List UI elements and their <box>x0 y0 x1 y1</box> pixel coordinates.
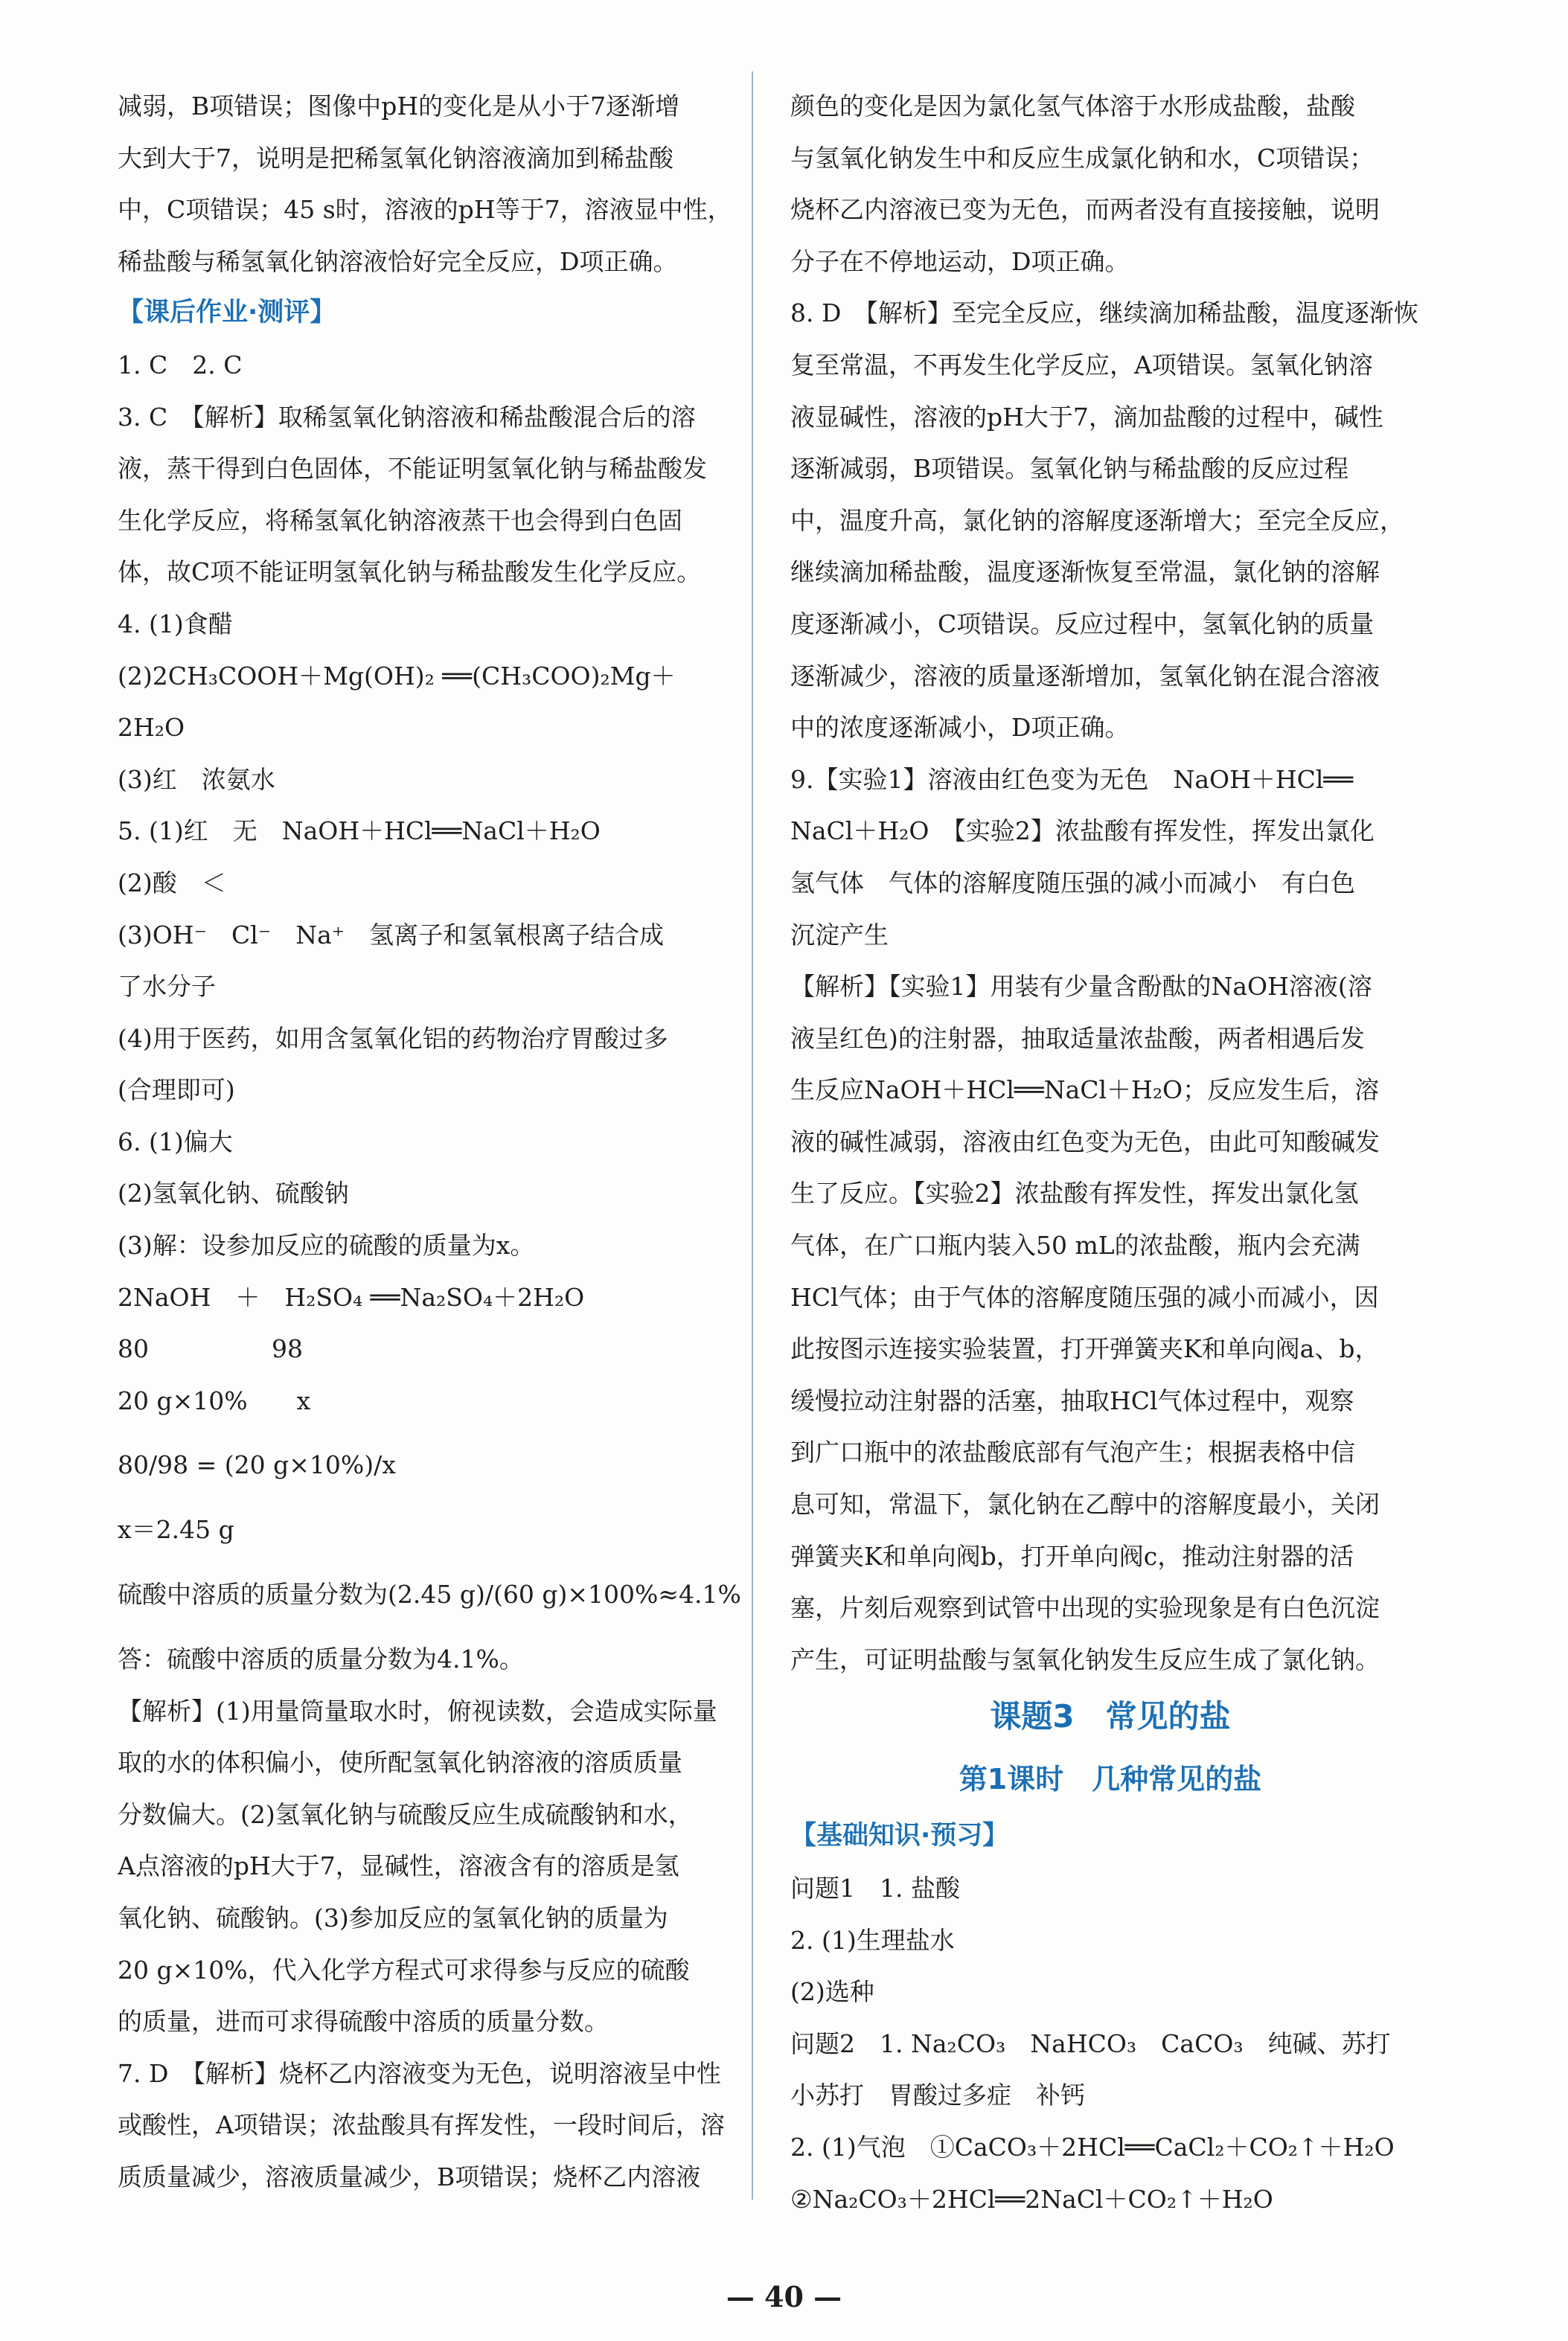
equation-line: 2H₂O <box>118 713 185 743</box>
section-heading: 【基础知识·预习】 <box>790 1821 1009 1851</box>
text-line: 逐渐减少，溶液的质量逐渐增加，氢氧化钠在混合溶液 <box>790 661 1380 691</box>
fraction-line: 硫酸中溶质的质量分数为(2.45 g)/(60 g)×100%≈4.1% <box>118 1580 741 1610</box>
text-line: 【解析】【实验1】用装有少量含酚酞的NaOH溶液(溶 <box>790 972 1372 1002</box>
text-line: 体，故C项不能证明氢氧化钠与稀盐酸发生化学反应。 <box>118 557 702 587</box>
text-line: 中，温度升高，氯化钠的溶解度逐渐增大；至完全反应， <box>790 505 1404 535</box>
right-column <box>790 80 1430 2225</box>
text-line: 沉淀产生 <box>790 920 889 949</box>
text-line: 【解析】(1)用量筒量取水时，俯视读数，会造成实际量 <box>118 1696 717 1726</box>
text-line: 7. D 【解析】烧杯乙内溶液变为无色，说明溶液呈中性 <box>118 2058 721 2088</box>
text-line: 息可知，常温下，氯化钠在乙醇中的溶解度最小，关闭 <box>790 1490 1380 1519</box>
equation-line: 5. (1)红 无 NaOH＋HCl══NaCl＋H₂O <box>118 816 601 846</box>
fraction-line: 80/98 = (20 g×10%)/x <box>118 1450 396 1480</box>
text-line: 了水分子 <box>118 972 216 1002</box>
text-line: 液，蒸干得到白色固体，不能证明氢氧化钠与稀盐酸发 <box>118 454 707 484</box>
equation-line: 20 g×10% x <box>118 1386 311 1415</box>
text-line: NaCl＋H₂O 【实验2】浓盐酸有挥发性，挥发出氯化 <box>790 816 1375 846</box>
text-line: 或酸性，A项错误；浓盐酸具有挥发性，一段时间后，溶 <box>118 2110 725 2140</box>
text-line: 2. (1)生理盐水 <box>790 1925 955 1955</box>
text-line: 8. D 【解析】至完全反应，继续滴加稀盐酸，温度逐渐恢 <box>790 298 1418 328</box>
text-line: 液的碱性减弱，溶液由红色变为无色，由此可知酸碱发 <box>790 1127 1380 1156</box>
text-line: (合理即可) <box>118 1075 235 1105</box>
text-line: (2)酸 ＜ <box>118 868 226 897</box>
text-line: 分子在不停地运动，D项正确。 <box>790 246 1130 276</box>
text-line: (3)红 浓氨水 <box>118 764 275 794</box>
text-line: 复至常温，不再发生化学反应，A项错误。氢氧化钠溶 <box>790 350 1373 380</box>
text-line: 与氢氧化钠发生中和反应生成氯化钠和水，C项错误； <box>790 143 1375 173</box>
text-line: 弹簧夹K和单向阀b，打开单向阀c，推动注射器的活 <box>790 1541 1354 1571</box>
equation-line: ②Na₂CO₃＋2HCl══2NaCl＋CO₂↑＋H₂O <box>790 2184 1273 2214</box>
text-line: 中的浓度逐渐减小，D项正确。 <box>790 713 1130 743</box>
text-line: HCl气体；由于气体的溶解度随压强的减小而减小，因 <box>790 1282 1379 1312</box>
text-line: 取的水的体积偏小，使所配氢氧化钠溶液的溶质质量 <box>118 1748 682 1778</box>
text-line: 颜色的变化是因为氯化氢气体溶于水形成盐酸，盐酸 <box>790 92 1355 121</box>
text-line: 问题1 1. 盐酸 <box>790 1874 960 1903</box>
text-line: 度逐渐减小，C项错误。反应过程中，氢氧化钠的质量 <box>790 609 1375 638</box>
text-line: 分数偏大。(2)氢氧化钠与硫酸反应生成硫酸钠和水， <box>118 1799 693 1829</box>
text-line: 稀盐酸与稀氢氧化钠溶液恰好完全反应，D项正确。 <box>118 246 678 276</box>
text-line: 气体，在广口瓶内装入50 mL的浓盐酸，瓶内会充满 <box>790 1231 1360 1261</box>
lesson-subtitle: 第1课时 几种常见的盐 <box>959 1763 1262 1796</box>
text-line: 缓慢拉动注射器的活塞，抽取HCl气体过程中，观察 <box>790 1386 1354 1415</box>
left-column <box>118 80 758 2203</box>
text-line: 6. (1)偏大 <box>118 1127 233 1156</box>
text-line: 4. (1)食醋 <box>118 609 233 638</box>
text-line: (3)OH⁻ Cl⁻ Na⁺ 氢离子和氢氧根离子结合成 <box>118 920 665 949</box>
text-line: 减弱，B项错误；图像中pH的变化是从小于7逐渐增 <box>118 92 680 121</box>
text-line: 液显碱性，溶液的pH大于7，滴加盐酸的过程中，碱性 <box>790 402 1383 432</box>
equation-line: 80 98 <box>118 1334 303 1364</box>
text-line: 20 g×10%，代入化学方程式可求得参与反应的硫酸 <box>118 1955 690 1985</box>
text-line: 到广口瓶中的浓盐酸底部有气泡产生；根据表格中信 <box>790 1438 1355 1467</box>
text-line: 大到大于7，说明是把稀氢氧化钠溶液滴加到稀盐酸 <box>118 143 673 173</box>
text-line: 答：硫酸中溶质的质量分数为4.1%。 <box>118 1645 524 1674</box>
text-line: 逐渐减弱，B项错误。氢氧化钠与稀盐酸的反应过程 <box>790 454 1349 484</box>
text-line: 9.【实验1】溶液由红色变为无色 NaOH＋HCl══ <box>790 764 1354 794</box>
equation-line: 2NaOH ＋ H₂SO₄ ══Na₂SO₄＋2H₂O <box>118 1282 585 1312</box>
text-line: 液呈红色)的注射器，抽取适量浓盐酸，两者相遇后发 <box>790 1023 1365 1053</box>
text-line: 塞，片刻后观察到试管中出现的实验现象是有白色沉淀 <box>790 1593 1380 1623</box>
equation-line: x＝2.45 g <box>118 1515 234 1545</box>
text-line: (3)解：设参加反应的硫酸的质量为x。 <box>118 1231 535 1261</box>
page-number: — 40 — <box>726 2280 842 2313</box>
text-line: 生反应NaOH＋HCl══NaCl＋H₂O；反应发生后，溶 <box>790 1075 1380 1105</box>
equation-line: 2. (1)气泡 ①CaCO₃＋2HCl══CaCl₂＋CO₂↑＋H₂O <box>790 2132 1395 2162</box>
text-line: 此按图示连接实验装置，打开弹簧夹K和单向阀a、b， <box>790 1334 1380 1364</box>
equation-line: (2)2CH₃COOH＋Mg(OH)₂ ══(CH₃COO)₂Mg＋ <box>118 661 676 691</box>
text-line: 1. C 2. C <box>118 350 243 380</box>
text-line: 的质量，进而可求得硫酸中溶质的质量分数。 <box>118 2007 609 2037</box>
text-line: 氢气体 气体的溶解度随压强的减小而减小 有白色 <box>790 868 1355 897</box>
text-line: 继续滴加稀盐酸，温度逐渐恢复至常温，氯化钠的溶解 <box>790 557 1380 587</box>
text-line: 氧化钠、硫酸钠。(3)参加反应的氢氧化钠的质量为 <box>118 1903 668 1932</box>
text-line: 生化学反应，将稀氢氧化钠溶液蒸干也会得到白色固 <box>118 505 682 535</box>
text-line: 3. C 【解析】取稀氢氧化钠溶液和稀盐酸混合后的溶 <box>118 402 696 432</box>
text-line: (2)氢氧化钠、硫酸钠 <box>118 1179 349 1208</box>
text-line: 中，C项错误；45 s时，溶液的pH等于7，溶液显中性， <box>118 195 732 225</box>
text-line: 产生，可证明盐酸与氢氧化钠发生反应生成了氯化钠。 <box>790 1645 1380 1674</box>
text-line: 问题2 1. Na₂CO₃ NaHCO₃ CaCO₃ 纯碱、苏打 <box>790 2028 1391 2058</box>
section-heading: 【课后作业·测评】 <box>118 298 336 328</box>
text-line: 质质量减少，溶液质量减少，B项错误；烧杯乙内溶液 <box>118 2162 701 2191</box>
text-line: (2)选种 <box>790 1977 874 2007</box>
text-line: (4)用于医药，如用含氢氧化铝的药物治疗胃酸过多 <box>118 1023 668 1053</box>
text-line: 生了反应。【实验2】浓盐酸有挥发性，挥发出氯化氢 <box>790 1179 1359 1208</box>
text-line: 小苏打 胃酸过多症 补钙 <box>790 2081 1085 2110</box>
text-line: 烧杯乙内溶液已变为无色，而两者没有直接接触，说明 <box>790 195 1380 225</box>
text-line: A点溶液的pH大于7，显碱性，溶液含有的溶质是氢 <box>118 1851 679 1881</box>
lesson-title: 课题3 常见的盐 <box>990 1698 1231 1735</box>
